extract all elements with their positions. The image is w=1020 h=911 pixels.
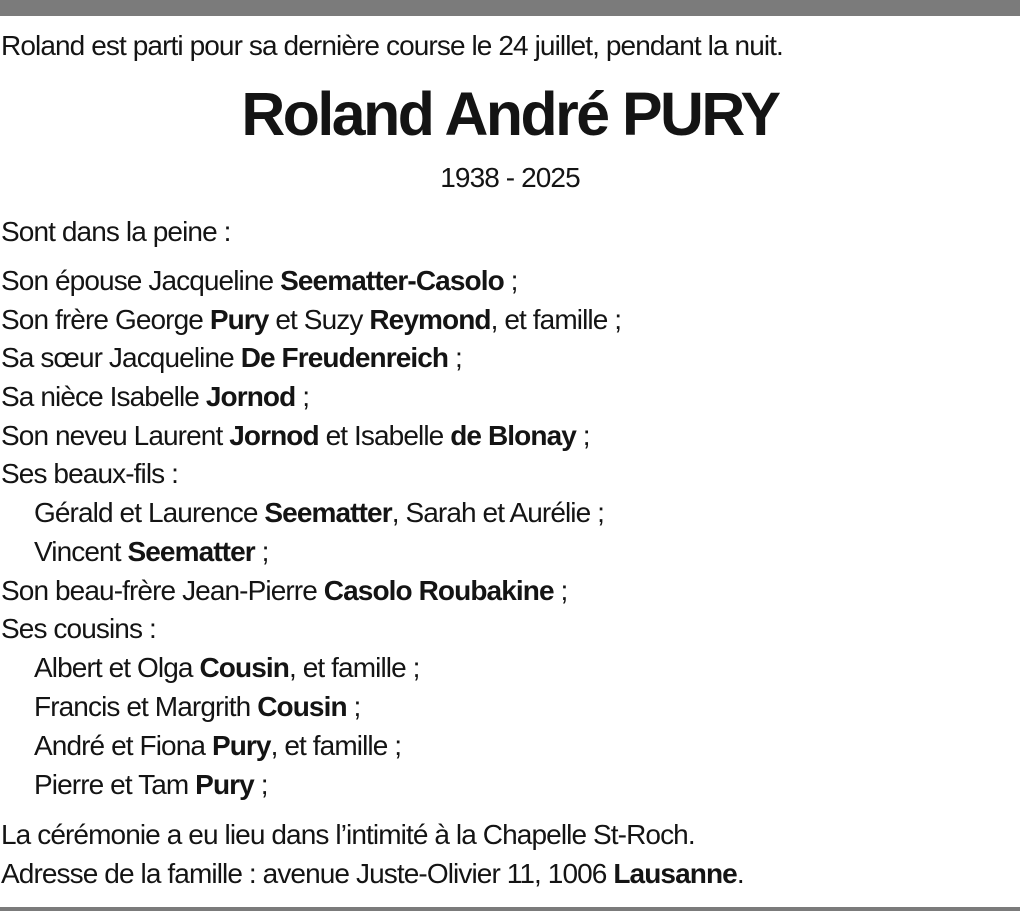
relative-line: Son frère George Pury et Suzy Reymond, et famille ; [1, 304, 622, 335]
relative-line: Son beau-frère Jean-Pierre Casolo Roubakine ; [1, 575, 568, 606]
city-name: Lausanne [613, 858, 737, 889]
relative-line: Sa sœur Jacqueline De Freudenreich ; [1, 342, 462, 373]
relative-line: Pierre et Tam Pury ; [34, 769, 268, 800]
family-name: Jornod [205, 381, 296, 412]
family-name: Pury [195, 769, 254, 800]
family-name: Seematter-Casolo [280, 265, 504, 296]
relative-line: Francis et Margrith Cousin ; [34, 691, 361, 722]
family-name: Casolo Roubakine [323, 575, 554, 606]
relative-line: André et Fiona Pury, et famille ; [34, 730, 402, 761]
family-name: Cousin [257, 691, 347, 722]
family-name: De Freudenreich [240, 342, 449, 373]
family-address: Adresse de la famille : avenue Juste-Olivier 11, 1006 Lausanne. [1, 858, 744, 889]
family-name: Pury [211, 730, 271, 761]
family-name: Jornod [229, 420, 319, 451]
bottom-border-bar [0, 907, 1020, 911]
relative-line: Sa nièce Isabelle Jornod ; [1, 381, 310, 412]
relative-group-heading: Ses beaux-fils : [1, 458, 179, 489]
relative-line: Albert et Olga Cousin, et famille ; [34, 652, 420, 683]
relative-line: Vincent Seematter ; [34, 536, 269, 567]
top-border-bar [0, 0, 1020, 16]
family-name: Seematter [127, 536, 255, 567]
mourners-heading: Sont dans la peine : [1, 216, 231, 247]
life-dates: 1938 - 2025 [440, 162, 580, 193]
intro-text: Roland est parti pour sa dernière course le 24 juillet, pendant la nuit. [1, 30, 783, 61]
relative-line: Son épouse Jacqueline Seematter-Casolo ; [1, 265, 518, 296]
relative-line: Son neveu Laurent Jornod et Isabelle de Blonay ; [1, 420, 590, 451]
relative-group-heading: Ses cousins : [1, 613, 156, 644]
family-name: de Blonay [450, 420, 576, 451]
deceased-name: Roland André PURY [241, 80, 779, 148]
family-name: Cousin [199, 652, 289, 683]
family-name: Pury [209, 304, 269, 335]
relative-line: Gérald et Laurence Seematter, Sarah et Aurélie ; [34, 497, 605, 528]
ceremony-text: La cérémonie a eu lieu dans l’intimité à la Chapelle St-Roch. [1, 819, 695, 850]
family-name: Seematter [264, 497, 392, 528]
family-name: Reymond [369, 304, 491, 335]
